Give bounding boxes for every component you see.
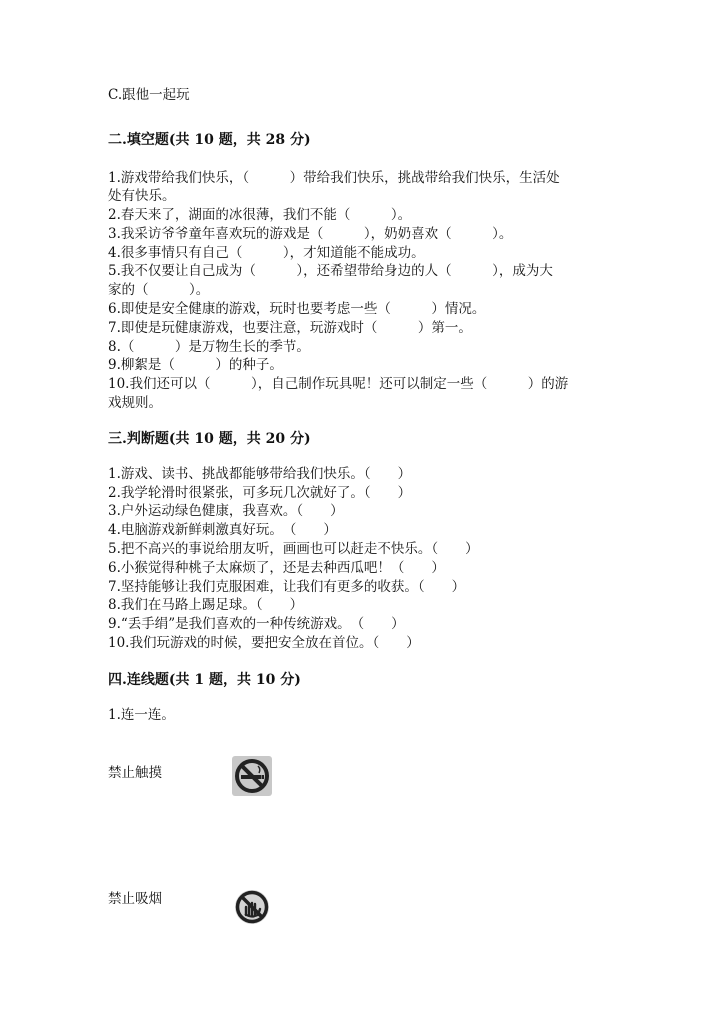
fill-line: 8.（ ）是万物生长的季节。 — [108, 339, 310, 355]
judge-line: 3.户外运动绿色健康，我喜欢。（ ） — [108, 503, 344, 519]
judge-line: 7.坚持能够让我们克服困难，让我们有更多的收获。（ ） — [108, 579, 466, 595]
judge-line: 5.把不高兴的事说给朋友听，画画也可以赶走不快乐。（ ） — [108, 541, 479, 557]
no-touching-sign-icon — [232, 887, 272, 927]
judge-line: 10.我们玩游戏的时候，要把安全放在首位。（ ） — [108, 635, 420, 651]
fill-line: 9.柳絮是（ ）的种子。 — [108, 357, 283, 373]
fill-line: 7.即使是玩健康游戏，也要注意，玩游戏时（ ）第一。 — [108, 320, 472, 336]
judge-line: 8.我们在马路上踢足球。（ ） — [108, 597, 304, 613]
no-smoking-sign-icon — [232, 756, 272, 796]
judge-line: 1.游戏、读书、挑战都能够带给我们快乐。（ ） — [108, 466, 412, 482]
fill-line: 5.我不仅要让自己成为（ ），还希望带给身边的人（ ），成为大 — [108, 263, 553, 279]
fill-line: 戏规则。 — [108, 395, 162, 411]
fill-line: 4.很多事情只有自己（ ），才知道能不能成功。 — [108, 245, 425, 261]
section3-title: 三.判断题(共 10 题，共 20 分) — [108, 431, 311, 447]
fill-line: 6.即使是安全健康的游戏，玩时也要考虑一些（ ）情况。 — [108, 301, 486, 317]
fill-line: 1.游戏带给我们快乐，（ ）带给我们快乐，挑战带给我们快乐，生活处 — [108, 170, 560, 186]
option-c: C.跟他一起玩 — [108, 87, 190, 103]
judge-line: 6.小猴觉得种桃子太麻烦了，还是去种西瓜吧！（ ） — [108, 560, 445, 576]
fill-line: 3.我采访爷爷童年喜欢玩的游戏是（ ），奶奶喜欢（ ）。 — [108, 226, 513, 242]
match-question: 1.连一连。 — [108, 707, 175, 723]
fill-line: 家的（ ）。 — [108, 282, 210, 298]
match-label-2: 禁止吸烟 — [108, 891, 162, 907]
section2-title: 二.填空题(共 10 题，共 28 分) — [108, 132, 311, 148]
fill-line: 2.春天来了，湖面的冰很薄，我们不能（ ）。 — [108, 207, 412, 223]
section4-title: 四.连线题(共 1 题，共 10 分) — [108, 672, 301, 688]
match-label-1: 禁止触摸 — [108, 765, 162, 781]
judge-line: 4.电脑游戏新鲜刺激真好玩。 （ ） — [108, 522, 337, 538]
judge-line: 2.我学轮滑时很紧张，可多玩几次就好了。（ ） — [108, 485, 412, 501]
fill-line: 处有快乐。 — [108, 188, 176, 204]
fill-line: 10.我们还可以（ ），自己制作玩具呢！还可以制定一些（ ）的游 — [108, 376, 569, 392]
judge-line: 9.“丢手绢”是我们喜欢的一种传统游戏。 （ ） — [108, 616, 405, 632]
